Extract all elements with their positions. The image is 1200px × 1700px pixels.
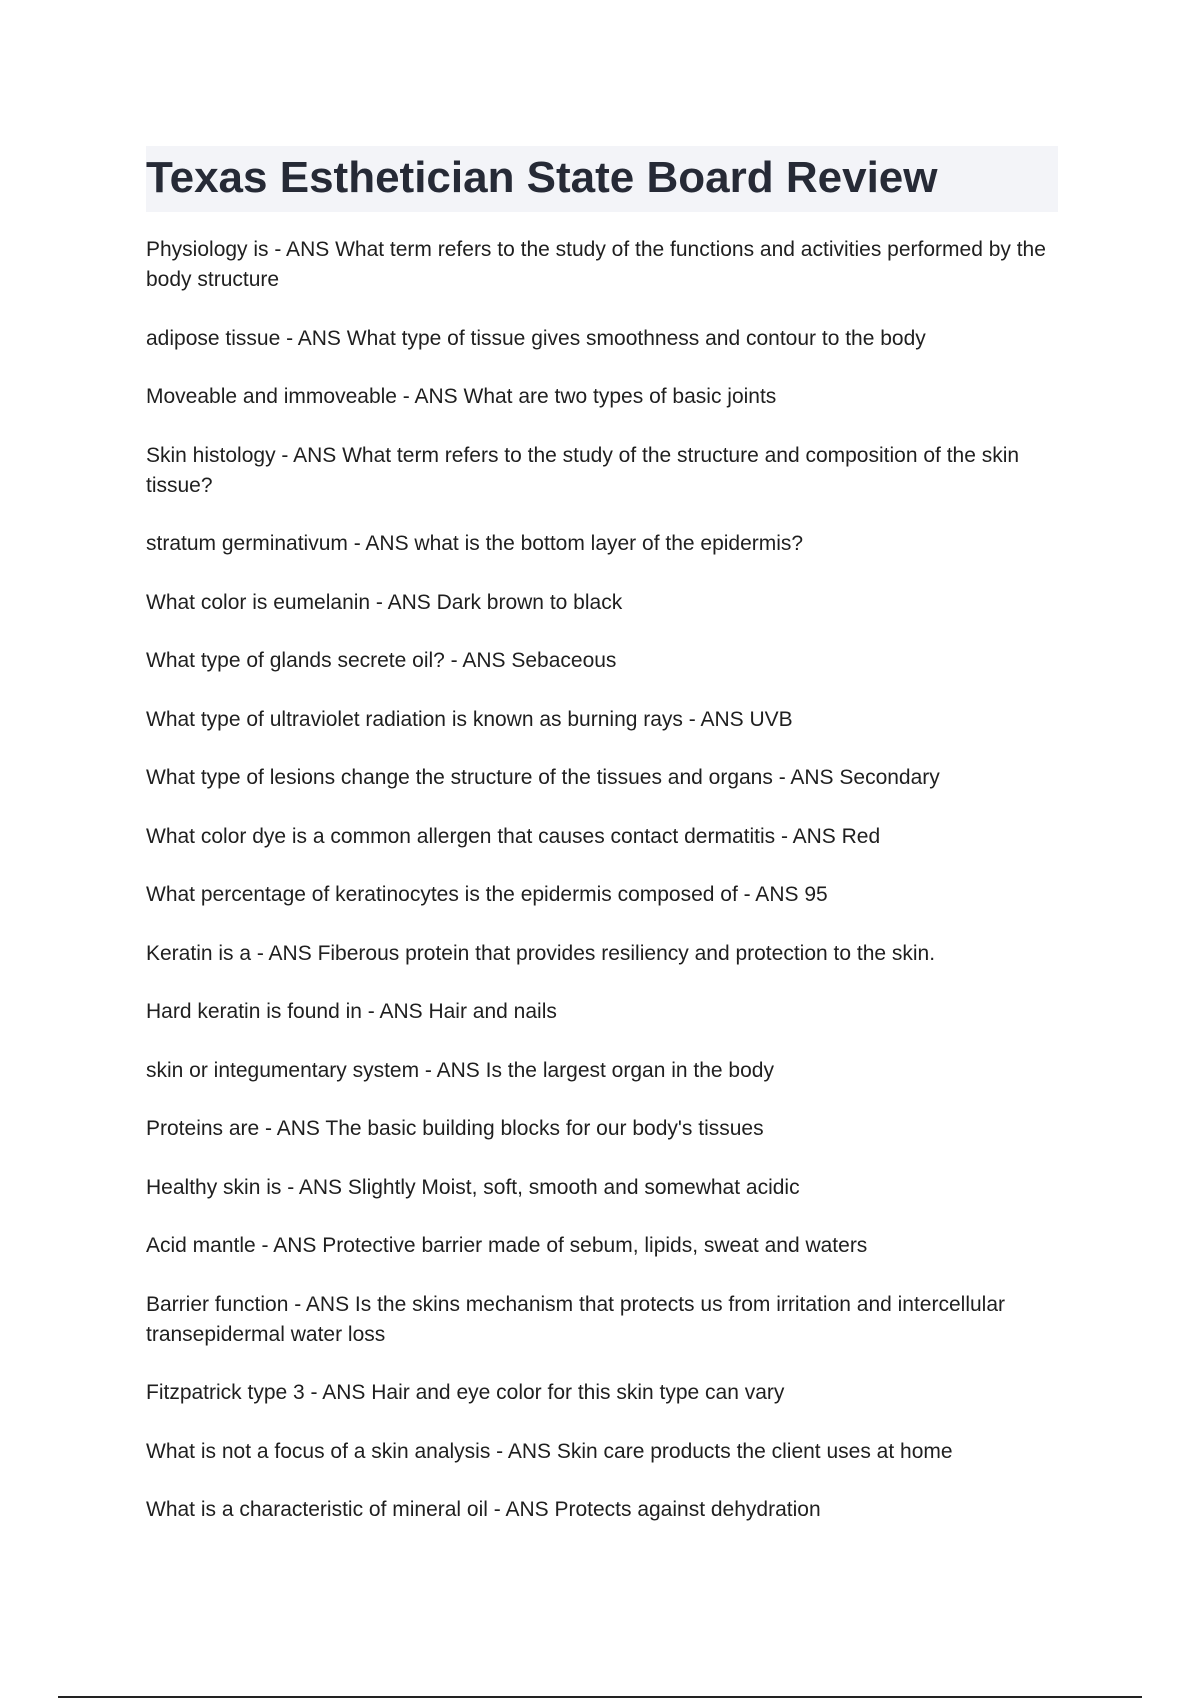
qa-item: stratum germinativum - ANS what is the bottom layer of the epidermis? (146, 532, 804, 555)
qa-item: Physiology is - ANS What term refers to the study of the functions and activities performed by the body structure (146, 238, 1046, 291)
qa-item: adipose tissue - ANS What type of tissue gives smoothness and contour to the body (146, 326, 926, 350)
qa-item: What percentage of keratinocytes is the epidermis composed of - ANS 95 (146, 883, 828, 906)
qa-item: Skin histology - ANS What term refers to the study of the structure and composition of the skin tissue? (146, 443, 1020, 497)
footer-divider (58, 1696, 1142, 1698)
qa-item: What is a characteristic of mineral oil - ANS Protects against dehydration (146, 1498, 821, 1521)
qa-item: Proteins are - ANS The basic building blocks for our body's tissues (146, 1117, 764, 1140)
qa-item: What type of lesions change the structure of the tissues and organs - ANS Secondary (146, 766, 940, 789)
qa-item: Fitzpatrick type 3 - ANS Hair and eye color for this skin type can vary (146, 1381, 785, 1404)
qa-item: What is not a focus of a skin analysis - ANS Skin care products the client uses at home (146, 1439, 953, 1463)
qa-list (146, 235, 1046, 1554)
qa-item: Acid mantle - ANS Protective barrier made of sebum, lipids, sweat and waters (146, 1234, 868, 1257)
qa-item: What color is eumelanin - ANS Dark brown to black (146, 590, 623, 614)
qa-item: What color dye is a common allergen that causes contact dermatitis - ANS Red (146, 824, 881, 848)
qa-item: Moveable and immoveable - ANS What are two types of basic joints (146, 385, 777, 408)
page-title: Texas Esthetician State Board Review (146, 153, 938, 202)
qa-item: skin or integumentary system - ANS Is the largest organ in the body (146, 1058, 774, 1082)
qa-item: Hard keratin is found in - ANS Hair and nails (146, 1000, 557, 1023)
qa-item: Keratin is a - ANS Fiberous protein that provides resiliency and protection to the skin. (146, 941, 936, 965)
qa-item: Healthy skin is - ANS Slightly Moist, soft, smooth and somewhat acidic (146, 1175, 800, 1199)
qa-item: What type of ultraviolet radiation is known as burning rays - ANS UVB (146, 707, 793, 731)
qa-item: Barrier function - ANS Is the skins mechanism that protects us from irritation and intercellular transepidermal water loss (146, 1292, 1006, 1346)
qa-item: What type of glands secrete oil? - ANS Sebaceous (146, 649, 617, 672)
title-banner (146, 146, 1058, 212)
